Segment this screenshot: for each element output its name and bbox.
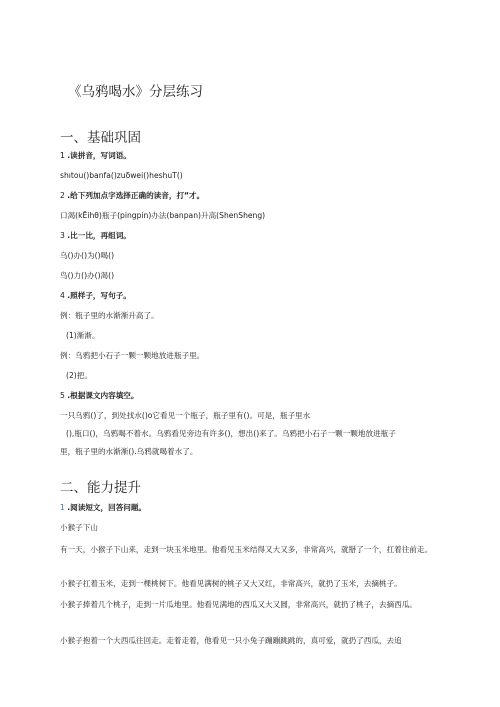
section-heading-advanced: 二、能力提升 xyxy=(60,480,141,496)
question-2 xyxy=(60,191,204,201)
question-number: 5 xyxy=(60,391,65,400)
story-paragraph-4: 小猴子抱着一个大西瓜往回走。走着走着，他看见一只小兔子蹦蹦跳跳的，真可爱，就扔了西瓜，去追 xyxy=(60,636,402,645)
question-text: .照样子，写句子。 xyxy=(67,291,131,300)
page-title: 《乌鸦喝水》分层练习 xyxy=(68,84,203,100)
question-1-reading xyxy=(60,503,146,513)
story-title: 小猴子下山 xyxy=(60,523,98,532)
compare-line-1: 乌()办()为()喝() xyxy=(60,251,115,260)
question-1 xyxy=(60,151,131,161)
question-4 xyxy=(60,291,131,301)
question-5 xyxy=(60,391,139,401)
fill-blank-line-2: (),瓶口()，乌鸦喝不着水。乌鸦看见旁边有许多()，想出()来了。乌鸦把小石子一颗一颗地放进瓶子 xyxy=(66,429,396,438)
question-text: .根据课文内容填空。 xyxy=(67,391,139,400)
question-number: 2 xyxy=(60,191,65,200)
sub-question-1: (1)渐渐。 xyxy=(66,331,100,340)
question-number: 1 xyxy=(60,151,65,160)
example-sentence-2: 例：乌鸦把小石子一颗一颗地放进瓶子里。 xyxy=(60,351,205,360)
pinyin-line: shıtou()banfa()zuδwei()heshuT() xyxy=(60,171,183,180)
question-number: 1 xyxy=(60,503,65,512)
compare-line-2: 鸟()力()办()渴() xyxy=(60,271,115,280)
example-sentence-1: 例：瓶子里的水渐渐升高了。 xyxy=(60,311,159,320)
question-text: .给下列加点字选择正确的读音，打“才。 xyxy=(67,191,205,200)
question-3 xyxy=(60,231,131,241)
sub-question-2: (2)把。 xyxy=(66,371,92,380)
question-text: .读拼音，写词语。 xyxy=(67,151,131,160)
question-number: 4 xyxy=(60,291,65,300)
section-heading-basic: 一、基础巩固 xyxy=(60,130,141,146)
question-text: .比一比，再组词。 xyxy=(67,231,131,240)
story-paragraph-1: 有一天，小猴子下山来，走到一块玉米地里。他看见玉米结得又大又多，非常高兴，就掰了一个，扛着往前走。 xyxy=(60,545,433,554)
story-paragraph-2: 小猴子扛着玉米，走到一棵桃树下。他看见满树的桃子又大又红，非常高兴，就扔了玉米，去摘桃子。 xyxy=(60,579,402,588)
story-paragraph-3: 小猴子捧着几个桃子，走到一片瓜地里。他看见满地的西瓜又大又圆，非常高兴，就扔了桃子，去摘西瓜。 xyxy=(60,600,417,609)
fill-blank-line-3: 里，瓶子里的水渐渐().乌鸦就喝着水了。 xyxy=(60,447,198,456)
reading-choice-line: 口渴(kĒı̇hθ)瓶子(pingpin)办法(banpan)升高(ShenSheng) xyxy=(60,211,266,220)
fill-blank-line-1: 一只乌鸦()了，到处找水()o它看见一个瓶子，瓶子里有()。可是，瓶子里水 xyxy=(60,411,311,420)
question-text: .阅读短文，回答问题。 xyxy=(67,503,147,512)
question-number: 3 xyxy=(60,231,65,240)
